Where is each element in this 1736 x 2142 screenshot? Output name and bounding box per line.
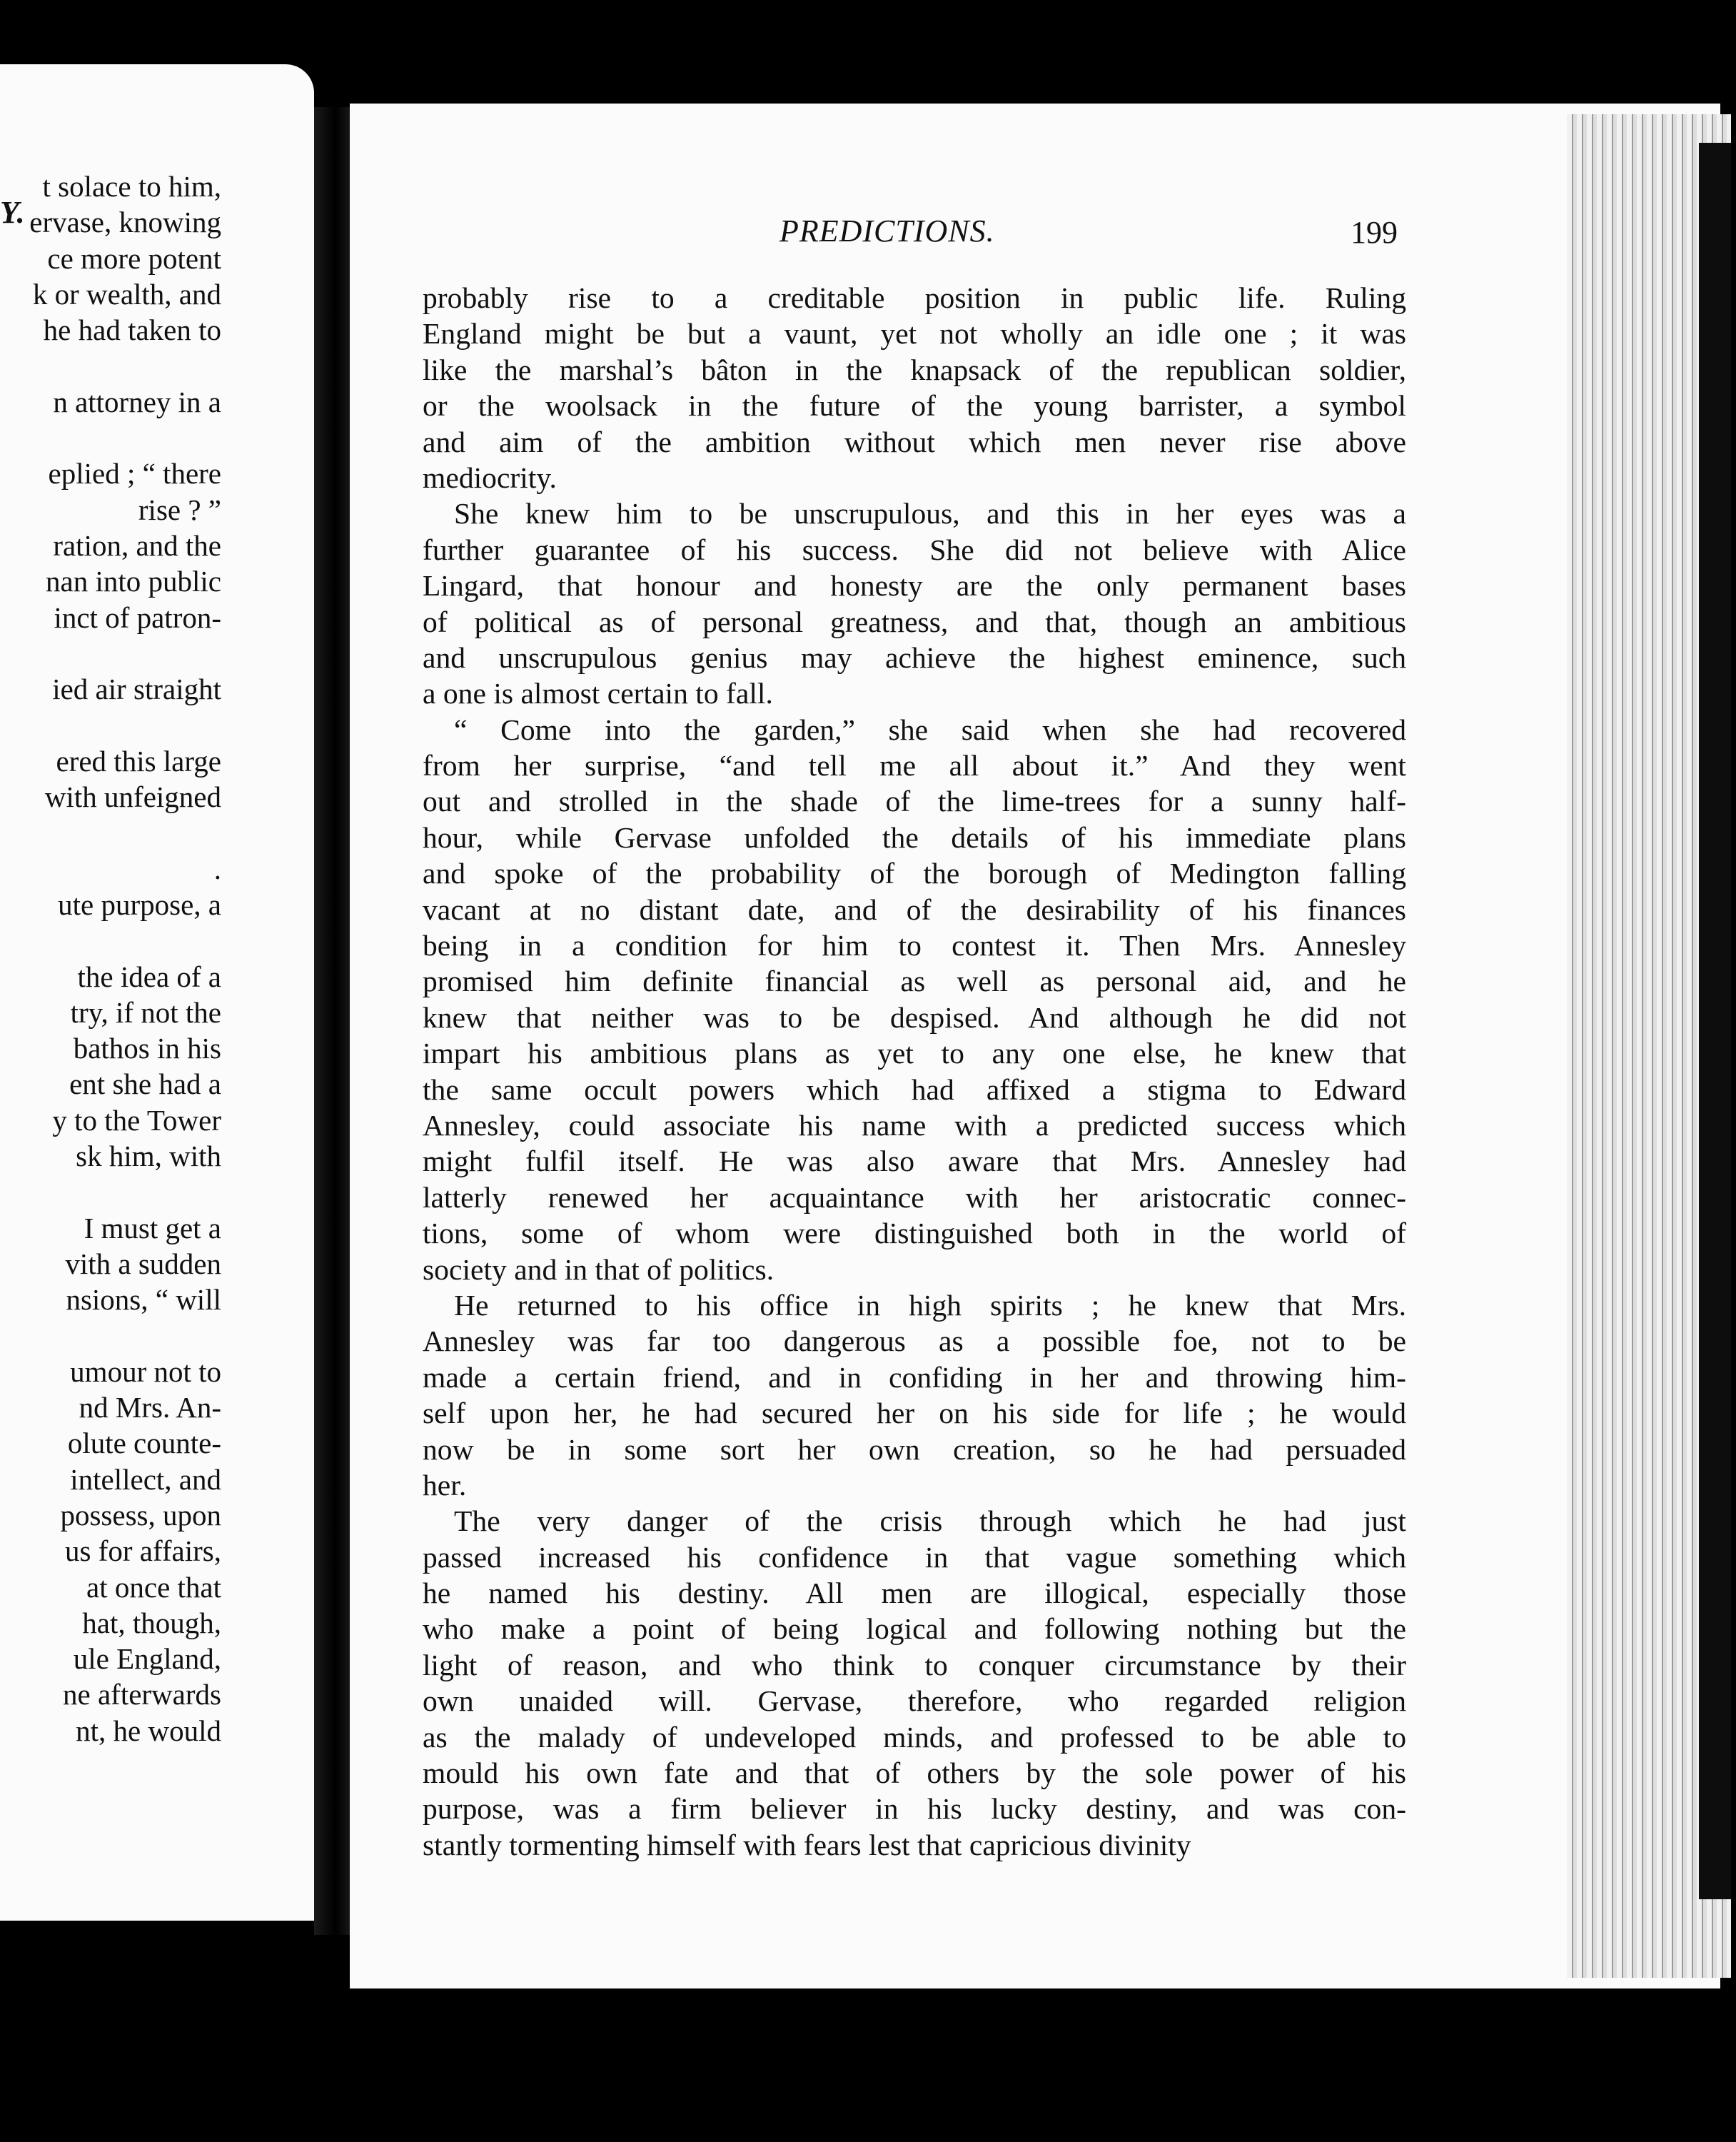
- left-text-line: he had taken to: [43, 313, 221, 347]
- left-text-line: ne afterwards: [63, 1678, 221, 1711]
- left-text-line: [0, 1318, 221, 1354]
- left-text-line: us for affairs,: [65, 1534, 221, 1568]
- text-line: She knew him to be unscrupulous, and this in her eyes was a: [454, 497, 1406, 531]
- left-text-line: ied air straight: [52, 673, 221, 706]
- text-line: England might be but a vaunt, yet not wholly an idle one ; it was: [423, 317, 1406, 351]
- left-text-line: rise ? ”: [138, 493, 221, 526]
- text-line: out and strolled in the shade of the lime-trees for a sunny half-: [423, 785, 1406, 818]
- left-text-line: [0, 348, 221, 383]
- text-line: self upon her, he had secured her on his side for life ; he would: [423, 1397, 1406, 1430]
- left-text-line: ration, and the: [53, 528, 221, 562]
- text-line: as the malady of undeveloped minds, and professed to be able to: [423, 1720, 1406, 1754]
- left-text-line: olute counte-: [67, 1427, 221, 1460]
- left-text-line: y to the Tower: [52, 1103, 221, 1137]
- right-page-text: [423, 280, 1406, 1863]
- text-line: who make a point of being logical and following nothing but the: [423, 1612, 1406, 1646]
- left-text-line: k or wealth, and: [32, 277, 221, 311]
- left-text-line: possess, upon: [60, 1498, 221, 1532]
- text-line: knew that neither was to be despised. And although he did not: [423, 1000, 1406, 1034]
- left-text-line: ule England,: [73, 1642, 221, 1676]
- text-line: the same occult powers which had affixed a stigma to Edward: [423, 1072, 1406, 1106]
- text-line: probably rise to a creditable position in public life. Ruling: [423, 281, 1406, 314]
- text-line: mediocrity.: [423, 461, 557, 494]
- text-line: being in a condition for him to contest it. Then Mrs. Annesley: [423, 929, 1406, 962]
- left-text-line: [0, 707, 221, 743]
- text-line: “ Come into the garden,” she said when she had recovered: [454, 713, 1406, 746]
- text-line: he named his destiny. All men are illogical, especially those: [423, 1577, 1406, 1610]
- left-text-line: nsions, “ will: [66, 1283, 221, 1317]
- text-line: a one is almost certain to fall.: [423, 677, 773, 710]
- text-line: impart his ambitious plans as yet to any one else, he knew that: [423, 1037, 1406, 1070]
- text-line: hour, while Gervase unfolded the details of his immediate plans: [423, 820, 1406, 854]
- left-text-line: umour not to: [70, 1354, 221, 1388]
- text-line: Annesley, could associate his name with a predicted success which: [423, 1108, 1406, 1142]
- left-text-line: eplied ; “ there: [48, 457, 221, 491]
- left-text-line: inct of patron-: [54, 600, 221, 634]
- text-line: like the marshal’s bâton in the knapsack of the republican soldier,: [423, 353, 1406, 386]
- left-text-line: [0, 815, 221, 850]
- left-text-line: ce more potent: [47, 241, 221, 275]
- left-text-line: n attorney in a: [53, 385, 221, 418]
- text-line: and aim of the ambition without which men never rise above: [423, 425, 1406, 458]
- text-line: passed increased his confidence in that vague something which: [423, 1540, 1406, 1574]
- page-number: 199: [1351, 215, 1398, 250]
- text-line: vacant at no distant date, and of the desirability of his finances: [423, 892, 1406, 926]
- text-line: of political as of personal greatness, and that, though an ambitious: [423, 605, 1406, 638]
- text-line: The very danger of the crisis through which he had just: [454, 1504, 1406, 1538]
- text-line: own unaided will. Gervase, therefore, who regarded religion: [423, 1684, 1406, 1718]
- text-line: He returned to his office in high spirits ; he knew that Mrs.: [454, 1288, 1406, 1322]
- text-line: Lingard, that honour and honesty are the only permanent bases: [423, 569, 1406, 603]
- left-text-line: ered this large: [56, 744, 221, 778]
- left-text-line: [0, 922, 221, 958]
- running-head: PREDICTIONS.: [779, 213, 995, 248]
- text-line: and spoke of the probability of the borough of Medington falling: [423, 857, 1406, 890]
- left-text-line: bathos in his: [73, 1032, 221, 1065]
- left-text-line: t solace to him,: [42, 170, 221, 203]
- text-line: society and in that of politics.: [423, 1252, 774, 1286]
- left-page-text: [0, 169, 221, 1749]
- left-text-line: [0, 420, 221, 456]
- left-text-line: the idea of a: [77, 960, 221, 993]
- left-text-line: I must get a: [84, 1211, 221, 1245]
- left-text-line: vith a sudden: [65, 1247, 221, 1280]
- left-text-line: ent she had a: [69, 1067, 221, 1101]
- text-line: or the woolsack in the future of the young barrister, a symbol: [423, 389, 1406, 423]
- left-text-line: nan into public: [46, 565, 221, 598]
- text-line: mould his own fate and that of others by the sole power of his: [423, 1756, 1406, 1790]
- left-text-line: hat, though,: [82, 1606, 221, 1639]
- text-line: promised him definite financial as well as personal aid, and he: [423, 965, 1406, 998]
- left-text-line: nt, he would: [76, 1714, 221, 1747]
- text-line: made a certain friend, and in confiding in her and throwing him-: [423, 1360, 1406, 1394]
- left-text-line: at once that: [86, 1570, 221, 1604]
- left-text-line: ervase, knowing: [29, 206, 221, 239]
- text-line: might fulfil itself. He was also aware that Mrs. Annesley had: [423, 1145, 1406, 1178]
- page-edges: [1567, 114, 1731, 1978]
- text-line: Annesley was far too dangerous as a possible foe, not to be: [423, 1324, 1406, 1358]
- text-line: and unscrupulous genius may achieve the highest eminence, such: [423, 640, 1406, 674]
- left-text-line: try, if not the: [70, 995, 221, 1029]
- text-line: further guarantee of his success. She did not believe with Alice: [423, 533, 1406, 566]
- text-line: from her surprise, “and tell me all about it.” And they went: [423, 749, 1406, 783]
- text-line: latterly renewed her acquaintance with her aristocratic connec-: [423, 1180, 1406, 1214]
- text-line: light of reason, and who think to conquer circumstance by their: [423, 1648, 1406, 1681]
- left-text-line: sk him, with: [76, 1140, 221, 1173]
- left-text-line: with unfeigned: [44, 780, 221, 814]
- left-text-line: [0, 1174, 221, 1210]
- left-text-line: ute purpose, a: [58, 888, 221, 921]
- text-line: her.: [423, 1468, 467, 1502]
- left-text-line: .: [213, 852, 221, 885]
- left-text-line: intellect, and: [70, 1462, 221, 1496]
- text-line: now be in some sort her own creation, so he had persuaded: [423, 1432, 1406, 1466]
- text-line: tions, some of whom were distinguished both in the world of: [423, 1217, 1406, 1250]
- text-line: purpose, was a firm believer in his lucky destiny, and was con-: [423, 1792, 1406, 1826]
- left-text-line: [0, 635, 221, 671]
- left-text-line: nd Mrs. An-: [79, 1391, 221, 1424]
- text-line: stantly tormenting himself with fears lest that capricious divinity: [423, 1828, 1191, 1861]
- left-running-head: Y.: [0, 195, 25, 230]
